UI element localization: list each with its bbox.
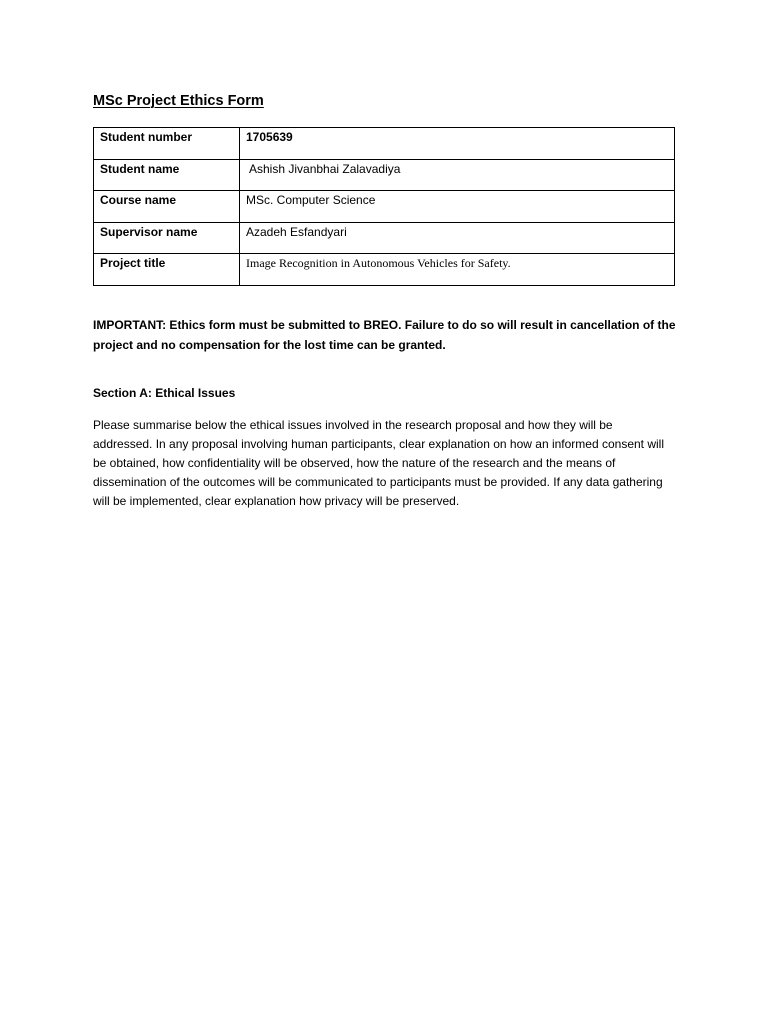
- supervisor-name-value: Azadeh Esfandyari: [240, 222, 675, 254]
- table-row-supervisor-name: [94, 222, 675, 254]
- student-name-value: Ashish Jivanbhai Zalavadiya: [240, 159, 675, 191]
- student-info-table: [93, 127, 675, 286]
- project-title-label: Project title: [94, 254, 240, 286]
- project-title-value: Image Recognition in Autonomous Vehicles for Safety.: [240, 254, 675, 286]
- table-row-student-name: [94, 159, 675, 191]
- supervisor-name-label: Supervisor name: [94, 222, 240, 254]
- course-name-label: Course name: [94, 191, 240, 223]
- important-notice: IMPORTANT: Ethics form must be submitted to BREO. Failure to do so will result in cancellation of the project and no compensation for the lost time can be granted.: [93, 318, 676, 352]
- section-a-body: Please summarise below the ethical issues involved in the research proposal and how they will be addressed. In any proposal involving human participants, clear explanation on how an informed consent will be obtained, how confidentiality will be observed, how the nature of the research and the means of dissemination of the outcomes will be communicated to participants must be provided. If any data gathering will be implemented, clear explanation how privacy will be preserved.: [93, 418, 665, 508]
- table-row-project-title: [94, 254, 675, 286]
- student-number-value: 1705639: [240, 128, 675, 160]
- student-number-label: Student number: [94, 128, 240, 160]
- form-title: MSc Project Ethics Form: [93, 93, 264, 109]
- student-name-label: Student name: [94, 159, 240, 191]
- section-a-heading: Section A: Ethical Issues: [93, 386, 236, 400]
- table-row-student-number: [94, 128, 675, 160]
- table-row-course-name: [94, 191, 675, 223]
- course-name-value: MSc. Computer Science: [240, 191, 675, 223]
